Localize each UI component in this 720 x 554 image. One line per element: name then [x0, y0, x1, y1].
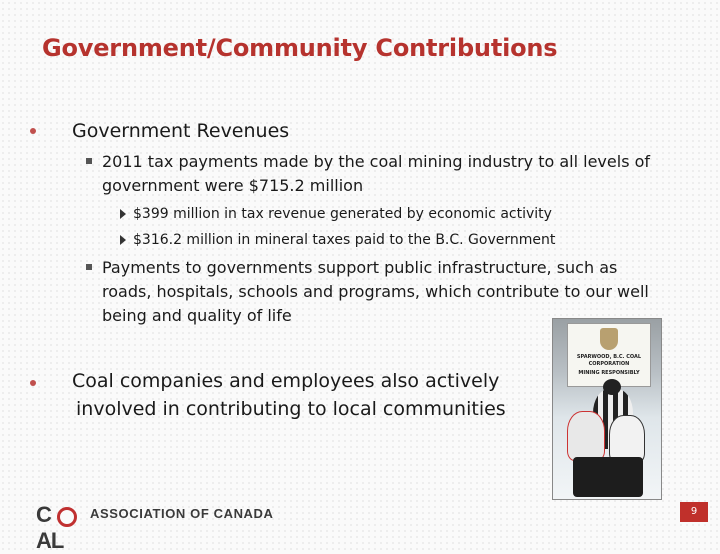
bullet-triangle [120, 235, 126, 245]
logo-tagline: ASSOCIATION OF CANADA [90, 506, 274, 521]
bullet-tax-payments-line2: government were $715.2 million [102, 176, 364, 195]
bullet-payments-line3: being and quality of life [102, 306, 292, 325]
bullet-government-revenues: Government Revenues [72, 120, 290, 142]
sign-text-line1: SPARWOOD, B.C. COAL [576, 354, 642, 360]
bullet-coal-companies-line2: involved in contributing to local communities [76, 398, 506, 420]
bullet-square [86, 264, 92, 270]
bullet-tax-payments-line1: 2011 tax payments made by the coal mining industry to all levels of [102, 152, 651, 171]
player-figure-left [567, 411, 605, 461]
sign-emblem-icon [600, 328, 618, 350]
bullet-coal-companies-line1: Coal companies and employees also actively [72, 370, 500, 392]
sign-text-line2: CORPORATION [588, 361, 630, 367]
bullet-square [86, 158, 92, 164]
player-figure-right [609, 415, 645, 463]
bullet-payments-line2: roads, hospitals, schools and programs, which contribute to our well [102, 282, 649, 301]
logo-ring-icon [57, 507, 77, 527]
logo-wordmark: C AL [36, 502, 64, 553]
bullet-triangle [120, 209, 126, 219]
bullet-dot [30, 380, 36, 386]
bullet-payments-line1: Payments to governments support public infrastructure, such as [102, 258, 618, 277]
player-legs [573, 457, 643, 497]
referee-head [603, 379, 621, 395]
hockey-photo [552, 318, 662, 500]
bullet-mineral-taxes: $316.2 million in mineral taxes paid to the B.C. Government [133, 232, 556, 248]
arena-sign [567, 323, 651, 387]
bullet-tax-revenue: $399 million in tax revenue generated by economic activity [133, 206, 552, 222]
bullet-dot [30, 128, 36, 134]
slide-title: Government/Community Contributions [42, 34, 558, 62]
page-number: 9 [680, 502, 708, 522]
sign-text-line3: MINING RESPONSIBLY [578, 370, 640, 376]
